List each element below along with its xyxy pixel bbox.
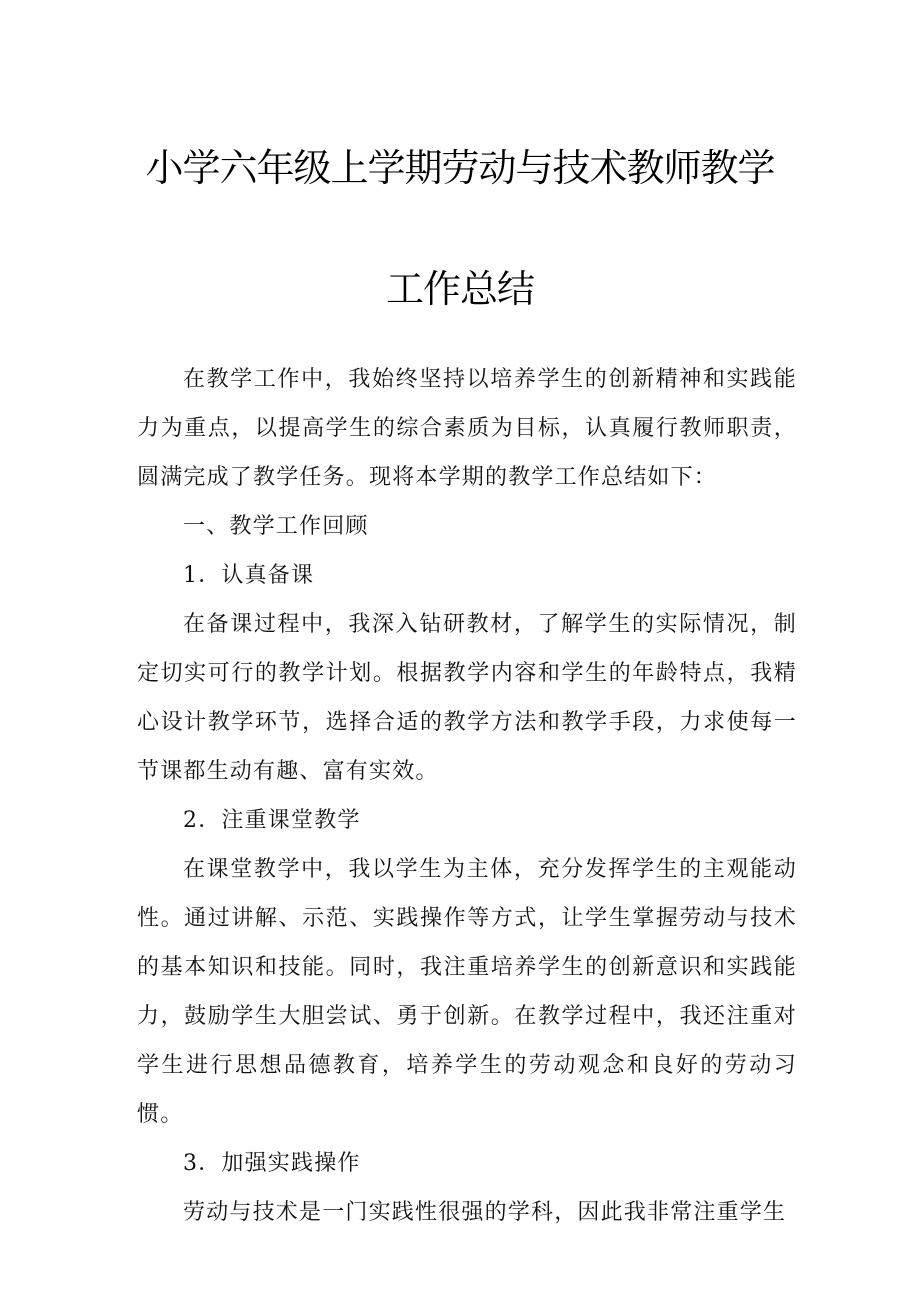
document-title-line-1: 小学六年级上学期劳动与技术教师教学 <box>145 146 775 190</box>
item-heading-lesson-prep: 1．认真备课 <box>183 563 315 588</box>
intro-paragraph: 在教学工作中，我始终坚持以培养学生的创新精神和实践能力为重点，以提高学生的综合素质为目标，认真履行教师职责，圆满完成了教学任务。现将本学期的教学工作总结如下： <box>137 367 797 490</box>
document-title-line-2: 工作总结 <box>385 267 534 311</box>
item-heading-classroom-teaching: 2．注重课堂教学 <box>183 808 361 833</box>
item-heading-practice: 3．加强实践操作 <box>183 1151 361 1176</box>
lesson-prep-paragraph: 在备课过程中，我深入钻研教材，了解学生的实际情况，制定切实可行的教学计划。根据教学内容和学生的年龄特点，我精心设计教学环节，选择合适的教学方法和教学手段，力求使每一节课都生动有趣、富有实效。 <box>137 612 797 784</box>
section-heading-review: 一、教学工作回顾 <box>183 514 369 539</box>
practice-paragraph: 劳动与技术是一门实践性很强的学科，因此我非常注重学生 <box>183 1200 787 1225</box>
document-body <box>137 355 797 1237</box>
classroom-teaching-paragraph: 在课堂教学中，我以学生为主体，充分发挥学生的主观能动性。通过讲解、示范、实践操作等方式，让学生掌握劳动与技术的基本知识和技能。同时，我注重培养学生的创新意识和实践能力，鼓励学生大胆尝试、勇于创新。在教学过程中，我还注重对学生进行思想品德教育，培养学生的劳动观念和良好的劳动习惯。 <box>137 857 797 1127</box>
